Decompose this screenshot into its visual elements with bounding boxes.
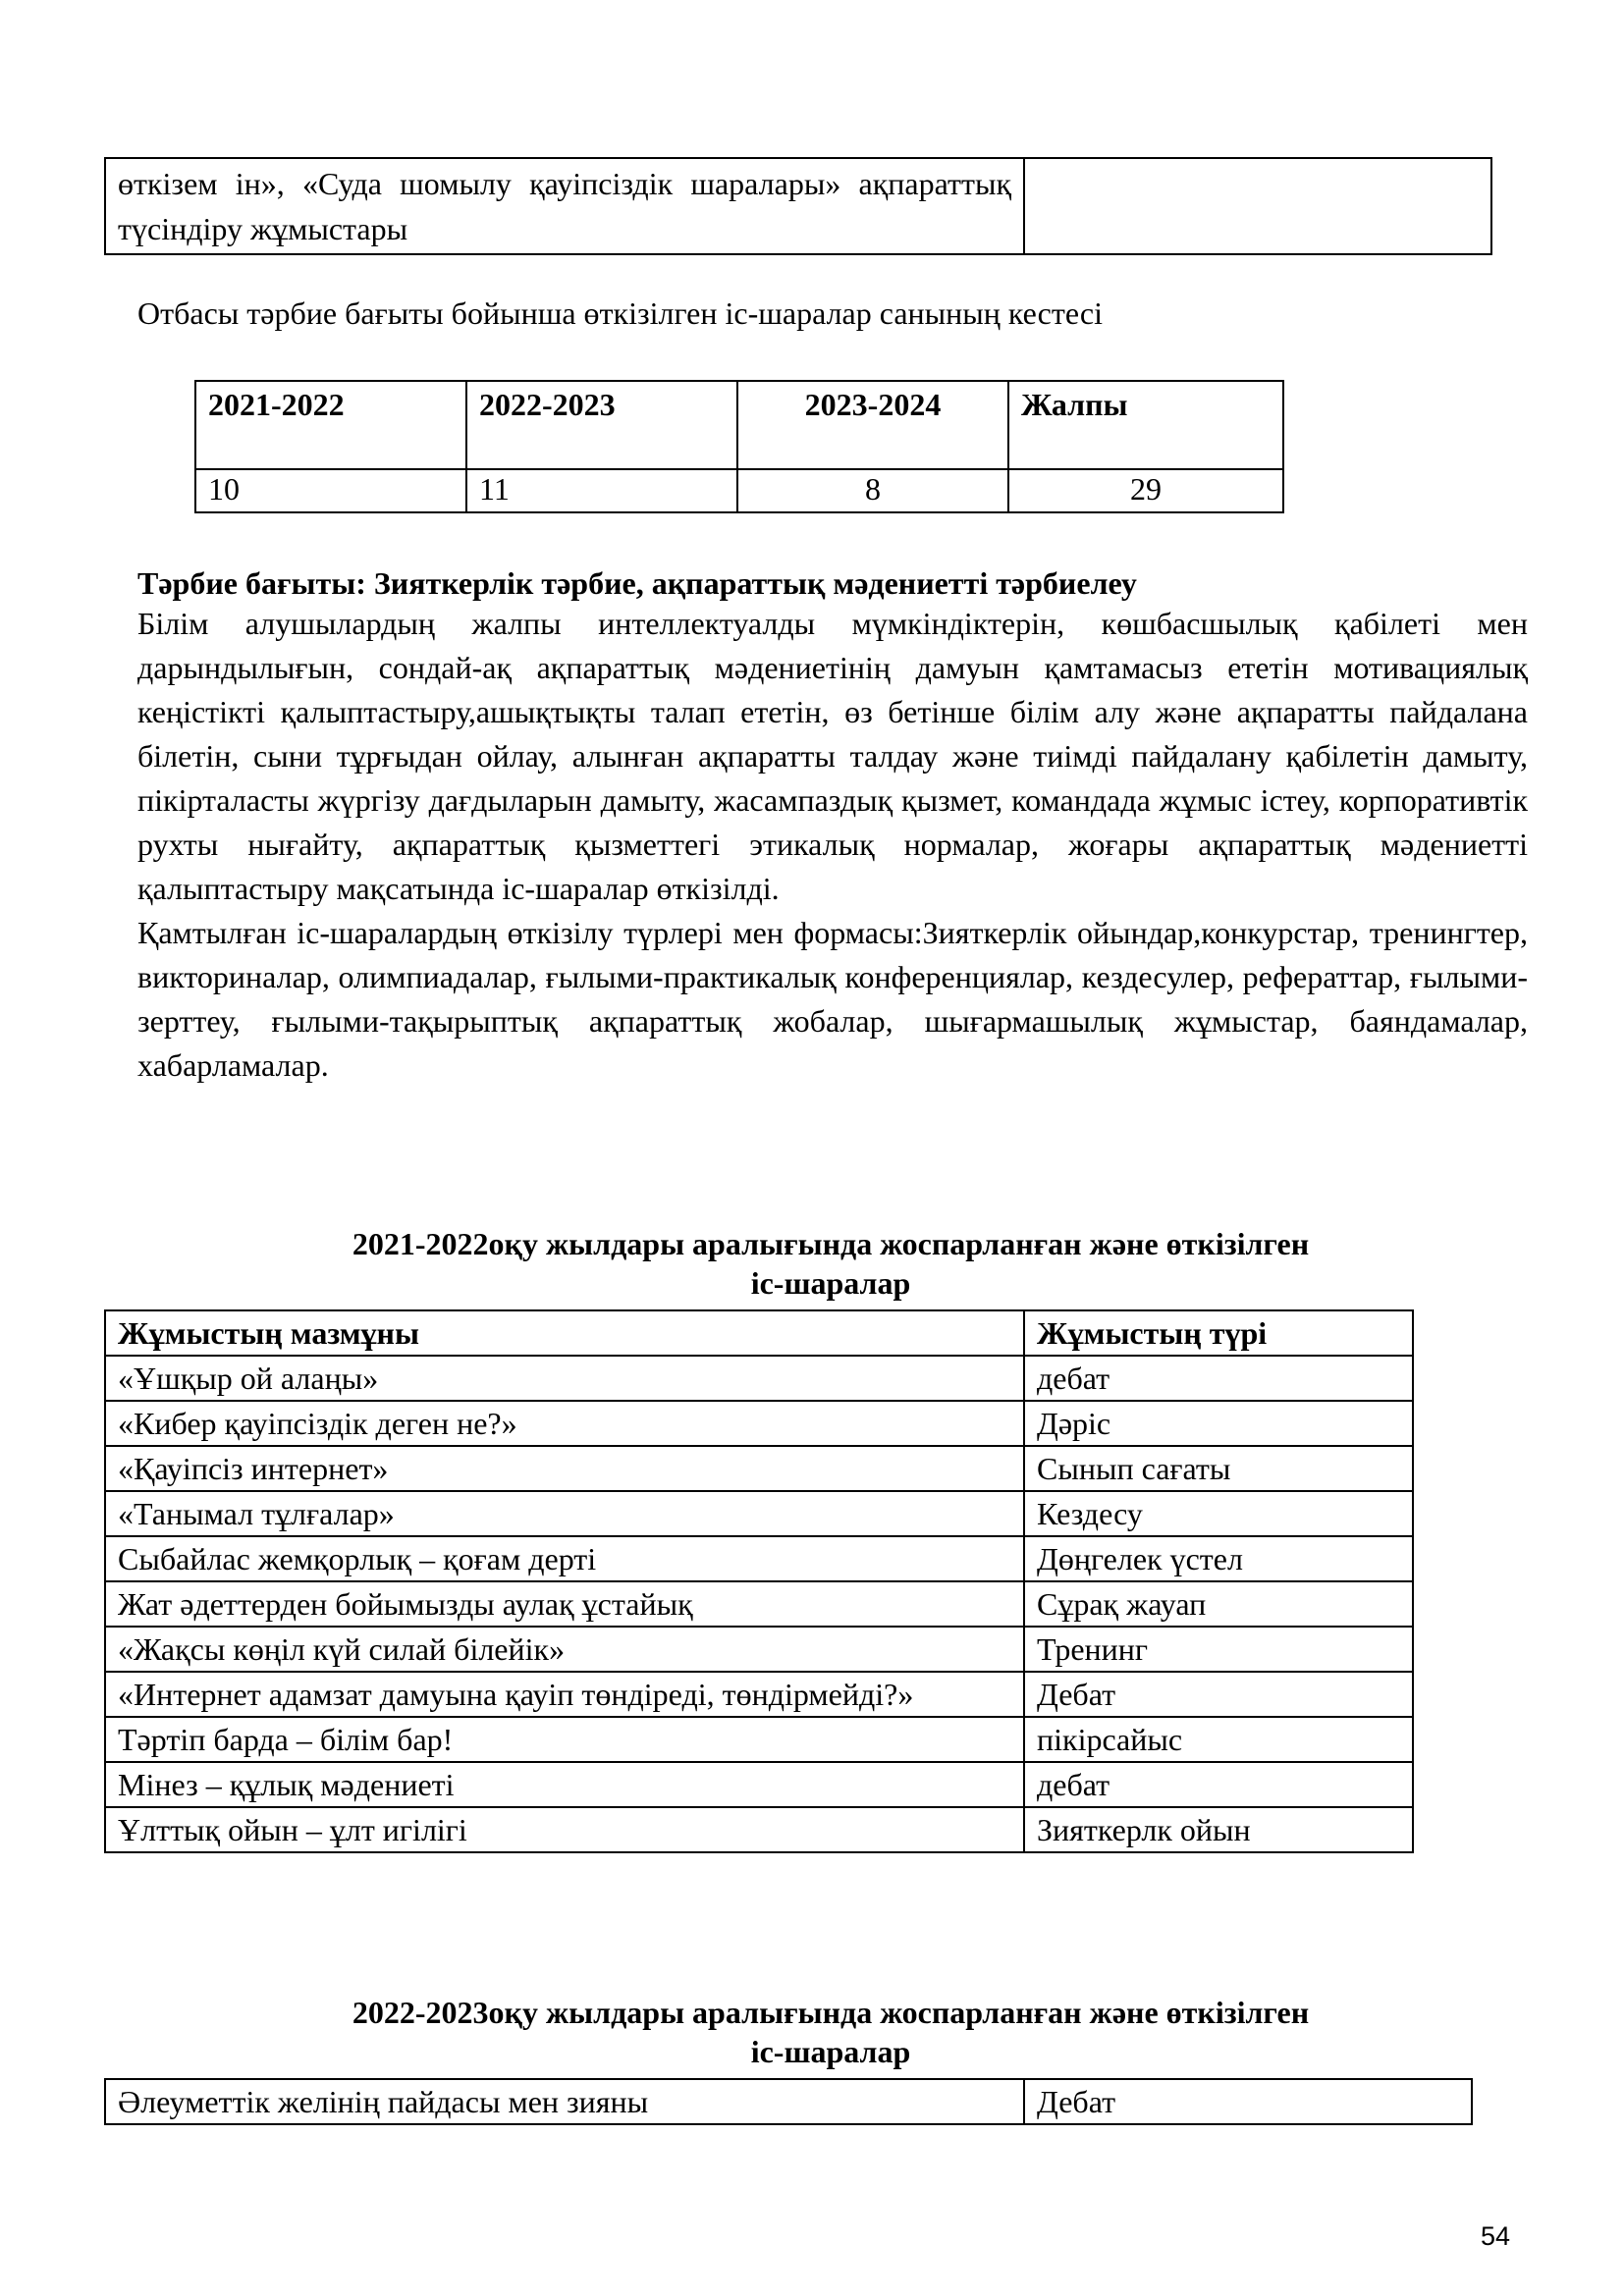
table-row — [105, 1491, 1413, 1536]
events-2022-title — [104, 1993, 1557, 2071]
table-cell — [1024, 158, 1491, 254]
title-line: іс-шаралар — [750, 1265, 911, 1301]
column-header: 2021-2022 — [195, 381, 466, 469]
table-cell: «Интернет адамзат дамуына қауіп төндіреді, төндірмейді?» — [105, 1672, 1024, 1717]
table-row — [105, 1446, 1413, 1491]
section-body — [137, 564, 1528, 1088]
table-cell: Зияткерлк ойын — [1024, 1807, 1413, 1852]
table-row — [105, 1807, 1413, 1852]
paragraph: Білім алушылардың жалпы интеллектуалды мүмкіндіктерін, көшбасшылық қабілеті мен дарындылығын, сондай-ақ ақпараттық мәдениетінің дамуын қамтамасыз ететін мотивациялық кеңістікті қалыптастыру,ашықтықты талап ететін, өз бетінше білім алу және ақпаратты пайдалана білетін, сыни тұрғыдан ойлау, алынған ақпаратты талдау және тиімді пайдалану қабілетін дамыту, пікірталасты жүргізу дағдыларын дамыту, жасампаздық қызмет, командада жұмыс істеу, корпоративтік рухты нығайту, ақпараттық қызметтегі этикалық нормалар, жоғары ақпараттық мәдениетті қалыптастыру мақсатында іс-шаралар өткізілді. — [137, 606, 1528, 906]
table-cell: Дөңгелек үстел — [1024, 1536, 1413, 1581]
table-cell: «Қауіпсіз интернет» — [105, 1446, 1024, 1491]
table-header-row — [195, 381, 1283, 469]
table-cell: Ұлттық ойын – ұлт игілігі — [105, 1807, 1024, 1852]
table-cell: Тренинг — [1024, 1627, 1413, 1672]
table-row — [195, 469, 1283, 512]
table-cell: Дебат — [1024, 1672, 1413, 1717]
title-line: іс-шаралар — [750, 2034, 911, 2069]
table-cell: дебат — [1024, 1762, 1413, 1807]
events-2021-table — [104, 1309, 1414, 1853]
table-cell: «Жақсы көңіл күй силай білейік» — [105, 1627, 1024, 1672]
table-row — [105, 1627, 1413, 1672]
table-row — [105, 2079, 1472, 2124]
table-cell: Дебат — [1024, 2079, 1472, 2124]
table-cell: 29 — [1008, 469, 1283, 512]
table-cell: 10 — [195, 469, 466, 512]
column-header: Жұмыстың түрі — [1024, 1310, 1413, 1356]
table-cell: Кездесу — [1024, 1491, 1413, 1536]
table-cell: 11 — [466, 469, 737, 512]
table-cell: Мінез – құлық мәдениеті — [105, 1762, 1024, 1807]
events-2022-table — [104, 2078, 1473, 2125]
table-cell: «Ұшқыр ой алаңы» — [105, 1356, 1024, 1401]
counts-table — [194, 380, 1284, 513]
table-cell: дебат — [1024, 1356, 1413, 1401]
table-cell: Сұрақ жауап — [1024, 1581, 1413, 1627]
table-row — [105, 1401, 1413, 1446]
table-row — [105, 158, 1491, 254]
table-cell: Әлеуметтік желінің пайдасы мен зияны — [105, 2079, 1024, 2124]
continuation-table — [104, 157, 1492, 255]
column-header: Жалпы — [1008, 381, 1283, 469]
table-cell: пікірсайыс — [1024, 1717, 1413, 1762]
table-row — [105, 1536, 1413, 1581]
table-cell: 8 — [737, 469, 1008, 512]
table-cell: Сынып сағаты — [1024, 1446, 1413, 1491]
table-row — [105, 1581, 1413, 1627]
table-row — [105, 1762, 1413, 1807]
column-header: Жұмыстың мазмұны — [105, 1310, 1024, 1356]
table-row — [105, 1717, 1413, 1762]
table-cell: өткізем ін», «Суда шомылу қауіпсіздік шаралары» ақпараттық түсіндіру жұмыстары — [105, 158, 1024, 254]
title-line: 2022-2023оқу жылдары аралығында жоспарланған және өткізілген — [352, 1995, 1310, 2030]
counts-table-caption: Отбасы тәрбие бағыты бойынша өткізілген іс-шаралар санының кестесі — [137, 295, 1103, 331]
page-number: 54 — [1481, 2221, 1511, 2251]
column-header: 2022-2023 — [466, 381, 737, 469]
table-cell: Дәріс — [1024, 1401, 1413, 1446]
section-heading: Тәрбие бағыты: Зияткерлік тәрбие, ақпараттық мәдениетті тәрбиелеу — [137, 565, 1137, 601]
table-row — [105, 1672, 1413, 1717]
title-line: 2021-2022оқу жылдары аралығында жоспарланған және өткізілген — [352, 1226, 1310, 1261]
table-cell: «Кибер қауіпсіздік деген не?» — [105, 1401, 1024, 1446]
table-header-row — [105, 1310, 1413, 1356]
table-cell: «Танымал тұлғалар» — [105, 1491, 1024, 1536]
events-2021-title — [104, 1224, 1557, 1303]
table-row — [105, 1356, 1413, 1401]
column-header: 2023-2024 — [737, 381, 1008, 469]
paragraph: Қамтылған іс-шаралардың өткізілу түрлері мен формасы:Зияткерлік ойындар,конкурстар, тренингтер, викториналар, олимпиадалар, ғылыми-практикалық конференциялар, кездесулер, рефераттар, ғылыми-зерттеу, ғылыми-тақырыптық ақпараттық жобалар, шығармашылық жұмыстар, баяндамалар, хабарламалар. — [137, 915, 1528, 1083]
table-cell: Жат әдеттерден бойымызды аулақ ұстайық — [105, 1581, 1024, 1627]
table-cell: Тәртіп барда – білім бар! — [105, 1717, 1024, 1762]
table-cell: Сыбайлас жемқорлық – қоғам дерті — [105, 1536, 1024, 1581]
